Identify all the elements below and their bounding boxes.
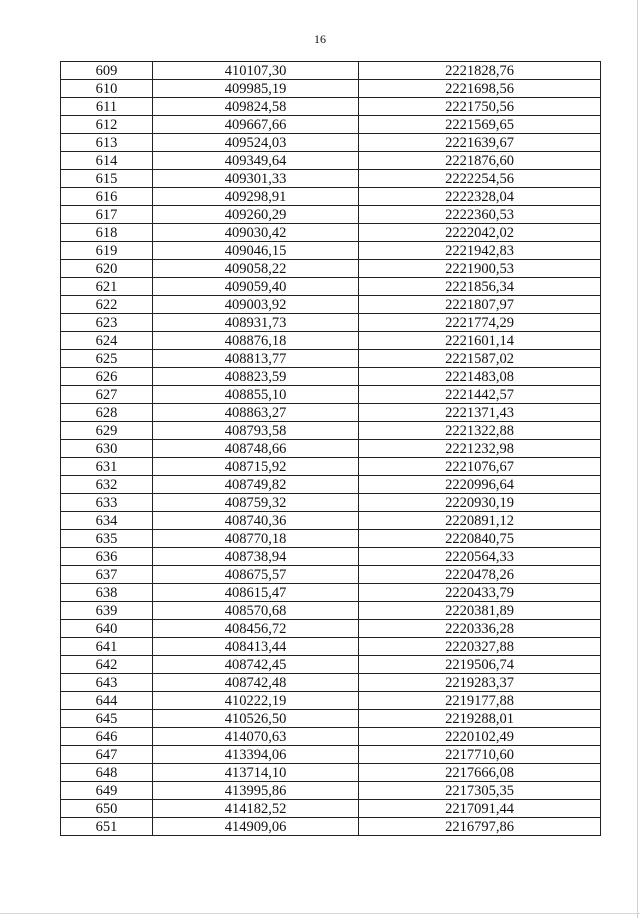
- table-row: [61, 242, 601, 260]
- point-number-cell: 631: [61, 458, 153, 476]
- point-number-cell: 623: [61, 314, 153, 332]
- x-coordinate-cell: 413394,06: [153, 746, 359, 764]
- y-coordinate-cell: 2221807,97: [359, 296, 601, 314]
- x-coordinate-cell: 409059,40: [153, 278, 359, 296]
- x-coordinate-cell: 409030,42: [153, 224, 359, 242]
- x-coordinate-cell: 414070,63: [153, 728, 359, 746]
- x-coordinate-cell: 409985,19: [153, 80, 359, 98]
- table-row: [61, 80, 601, 98]
- x-coordinate-cell: 408738,94: [153, 548, 359, 566]
- point-number-cell: 614: [61, 152, 153, 170]
- y-coordinate-cell: 2220891,12: [359, 512, 601, 530]
- point-number-cell: 640: [61, 620, 153, 638]
- table-row: [61, 674, 601, 692]
- point-number-cell: 628: [61, 404, 153, 422]
- y-coordinate-cell: 2219283,37: [359, 674, 601, 692]
- point-number-cell: 642: [61, 656, 153, 674]
- y-coordinate-cell: 2220930,19: [359, 494, 601, 512]
- point-number-cell: 610: [61, 80, 153, 98]
- y-coordinate-cell: 2221639,67: [359, 134, 601, 152]
- y-coordinate-cell: 2221587,02: [359, 350, 601, 368]
- x-coordinate-cell: 408759,32: [153, 494, 359, 512]
- y-coordinate-cell: 2221828,76: [359, 62, 601, 80]
- x-coordinate-cell: 409824,58: [153, 98, 359, 116]
- table-row: [61, 638, 601, 656]
- table-row: [61, 494, 601, 512]
- x-coordinate-cell: 409260,29: [153, 206, 359, 224]
- y-coordinate-cell: 2221698,56: [359, 80, 601, 98]
- y-coordinate-cell: 2221076,67: [359, 458, 601, 476]
- table-row: [61, 350, 601, 368]
- y-coordinate-cell: 2222042,02: [359, 224, 601, 242]
- point-number-cell: 634: [61, 512, 153, 530]
- table-row: [61, 566, 601, 584]
- y-coordinate-cell: 2220996,64: [359, 476, 601, 494]
- y-coordinate-cell: 2221322,88: [359, 422, 601, 440]
- table-row: [61, 746, 601, 764]
- y-coordinate-cell: 2216797,86: [359, 818, 601, 836]
- x-coordinate-cell: 408675,57: [153, 566, 359, 584]
- table-row: [61, 458, 601, 476]
- x-coordinate-cell: 408742,45: [153, 656, 359, 674]
- point-number-cell: 620: [61, 260, 153, 278]
- point-number-cell: 647: [61, 746, 153, 764]
- x-coordinate-cell: 409046,15: [153, 242, 359, 260]
- y-coordinate-cell: 2221900,53: [359, 260, 601, 278]
- point-number-cell: 638: [61, 584, 153, 602]
- table-row: [61, 548, 601, 566]
- coordinates-table-container: [60, 61, 600, 836]
- x-coordinate-cell: 408715,92: [153, 458, 359, 476]
- point-number-cell: 637: [61, 566, 153, 584]
- table-row: [61, 440, 601, 458]
- point-number-cell: 612: [61, 116, 153, 134]
- table-row: [61, 620, 601, 638]
- table-row: [61, 314, 601, 332]
- table-row: [61, 260, 601, 278]
- point-number-cell: 645: [61, 710, 153, 728]
- y-coordinate-cell: 2221442,57: [359, 386, 601, 404]
- point-number-cell: 624: [61, 332, 153, 350]
- y-coordinate-cell: 2221750,56: [359, 98, 601, 116]
- table-row: [61, 404, 601, 422]
- point-number-cell: 630: [61, 440, 153, 458]
- y-coordinate-cell: 2219506,74: [359, 656, 601, 674]
- x-coordinate-cell: 409058,22: [153, 260, 359, 278]
- x-coordinate-cell: 409524,03: [153, 134, 359, 152]
- point-number-cell: 636: [61, 548, 153, 566]
- point-number-cell: 618: [61, 224, 153, 242]
- y-coordinate-cell: 2220478,26: [359, 566, 601, 584]
- page-number: 16: [314, 32, 326, 46]
- table-row: [61, 530, 601, 548]
- x-coordinate-cell: 409003,92: [153, 296, 359, 314]
- y-coordinate-cell: 2222254,56: [359, 170, 601, 188]
- y-coordinate-cell: 2221856,34: [359, 278, 601, 296]
- y-coordinate-cell: 2221371,43: [359, 404, 601, 422]
- point-number-cell: 648: [61, 764, 153, 782]
- point-number-cell: 629: [61, 422, 153, 440]
- x-coordinate-cell: 410526,50: [153, 710, 359, 728]
- x-coordinate-cell: 408740,36: [153, 512, 359, 530]
- table-row: [61, 800, 601, 818]
- y-coordinate-cell: 2217666,08: [359, 764, 601, 782]
- table-row: [61, 512, 601, 530]
- table-row: [61, 764, 601, 782]
- y-coordinate-cell: 2219288,01: [359, 710, 601, 728]
- x-coordinate-cell: 408742,48: [153, 674, 359, 692]
- point-number-cell: 622: [61, 296, 153, 314]
- x-coordinate-cell: 409667,66: [153, 116, 359, 134]
- point-number-cell: 644: [61, 692, 153, 710]
- point-number-cell: 639: [61, 602, 153, 620]
- y-coordinate-cell: 2220433,79: [359, 584, 601, 602]
- table-row: [61, 224, 601, 242]
- x-coordinate-cell: 414909,06: [153, 818, 359, 836]
- point-number-cell: 649: [61, 782, 153, 800]
- x-coordinate-cell: 408855,10: [153, 386, 359, 404]
- x-coordinate-cell: 408863,27: [153, 404, 359, 422]
- point-number-cell: 615: [61, 170, 153, 188]
- table-row: [61, 188, 601, 206]
- point-number-cell: 613: [61, 134, 153, 152]
- y-coordinate-cell: 2221942,83: [359, 242, 601, 260]
- x-coordinate-cell: 408813,77: [153, 350, 359, 368]
- y-coordinate-cell: 2220102,49: [359, 728, 601, 746]
- point-number-cell: 635: [61, 530, 153, 548]
- coordinates-table-body: [61, 62, 601, 836]
- x-coordinate-cell: 413995,86: [153, 782, 359, 800]
- point-number-cell: 627: [61, 386, 153, 404]
- y-coordinate-cell: 2217091,44: [359, 800, 601, 818]
- table-row: [61, 116, 601, 134]
- table-row: [61, 170, 601, 188]
- point-number-cell: 651: [61, 818, 153, 836]
- point-number-cell: 632: [61, 476, 153, 494]
- point-number-cell: 617: [61, 206, 153, 224]
- point-number-cell: 616: [61, 188, 153, 206]
- y-coordinate-cell: 2220381,89: [359, 602, 601, 620]
- x-coordinate-cell: 413714,10: [153, 764, 359, 782]
- table-row: [61, 476, 601, 494]
- x-coordinate-cell: 408823,59: [153, 368, 359, 386]
- table-row: [61, 710, 601, 728]
- y-coordinate-cell: 2221601,14: [359, 332, 601, 350]
- x-coordinate-cell: 410222,19: [153, 692, 359, 710]
- table-row: [61, 368, 601, 386]
- table-row: [61, 584, 601, 602]
- point-number-cell: 621: [61, 278, 153, 296]
- point-number-cell: 633: [61, 494, 153, 512]
- page-edge-right: [637, 0, 638, 918]
- table-row: [61, 386, 601, 404]
- table-row: [61, 692, 601, 710]
- x-coordinate-cell: 408931,73: [153, 314, 359, 332]
- y-coordinate-cell: 2219177,88: [359, 692, 601, 710]
- table-row: [61, 728, 601, 746]
- table-row: [61, 206, 601, 224]
- y-coordinate-cell: 2217305,35: [359, 782, 601, 800]
- table-row: [61, 332, 601, 350]
- point-number-cell: 643: [61, 674, 153, 692]
- x-coordinate-cell: 408615,47: [153, 584, 359, 602]
- point-number-cell: 609: [61, 62, 153, 80]
- page-edge-bottom: [0, 913, 640, 914]
- table-row: [61, 602, 601, 620]
- table-row: [61, 62, 601, 80]
- y-coordinate-cell: 2221774,29: [359, 314, 601, 332]
- x-coordinate-cell: 408456,72: [153, 620, 359, 638]
- table-row: [61, 152, 601, 170]
- y-coordinate-cell: 2221232,98: [359, 440, 601, 458]
- x-coordinate-cell: 408793,58: [153, 422, 359, 440]
- coordinates-table: [60, 61, 601, 836]
- y-coordinate-cell: 2222360,53: [359, 206, 601, 224]
- y-coordinate-cell: 2220840,75: [359, 530, 601, 548]
- y-coordinate-cell: 2221876,60: [359, 152, 601, 170]
- point-number-cell: 650: [61, 800, 153, 818]
- table-row: [61, 278, 601, 296]
- y-coordinate-cell: 2220327,88: [359, 638, 601, 656]
- x-coordinate-cell: 414182,52: [153, 800, 359, 818]
- x-coordinate-cell: 408876,18: [153, 332, 359, 350]
- y-coordinate-cell: 2217710,60: [359, 746, 601, 764]
- x-coordinate-cell: 408413,44: [153, 638, 359, 656]
- point-number-cell: 625: [61, 350, 153, 368]
- point-number-cell: 646: [61, 728, 153, 746]
- y-coordinate-cell: 2220564,33: [359, 548, 601, 566]
- point-number-cell: 619: [61, 242, 153, 260]
- x-coordinate-cell: 409301,33: [153, 170, 359, 188]
- table-row: [61, 656, 601, 674]
- y-coordinate-cell: 2220336,28: [359, 620, 601, 638]
- x-coordinate-cell: 408570,68: [153, 602, 359, 620]
- y-coordinate-cell: 2222328,04: [359, 188, 601, 206]
- table-row: [61, 134, 601, 152]
- table-row: [61, 422, 601, 440]
- table-row: [61, 818, 601, 836]
- table-row: [61, 98, 601, 116]
- x-coordinate-cell: 408748,66: [153, 440, 359, 458]
- point-number-cell: 611: [61, 98, 153, 116]
- y-coordinate-cell: 2221569,65: [359, 116, 601, 134]
- x-coordinate-cell: 408749,82: [153, 476, 359, 494]
- table-row: [61, 296, 601, 314]
- x-coordinate-cell: 409349,64: [153, 152, 359, 170]
- point-number-cell: 641: [61, 638, 153, 656]
- y-coordinate-cell: 2221483,08: [359, 368, 601, 386]
- table-row: [61, 782, 601, 800]
- x-coordinate-cell: 410107,30: [153, 62, 359, 80]
- x-coordinate-cell: 409298,91: [153, 188, 359, 206]
- x-coordinate-cell: 408770,18: [153, 530, 359, 548]
- point-number-cell: 626: [61, 368, 153, 386]
